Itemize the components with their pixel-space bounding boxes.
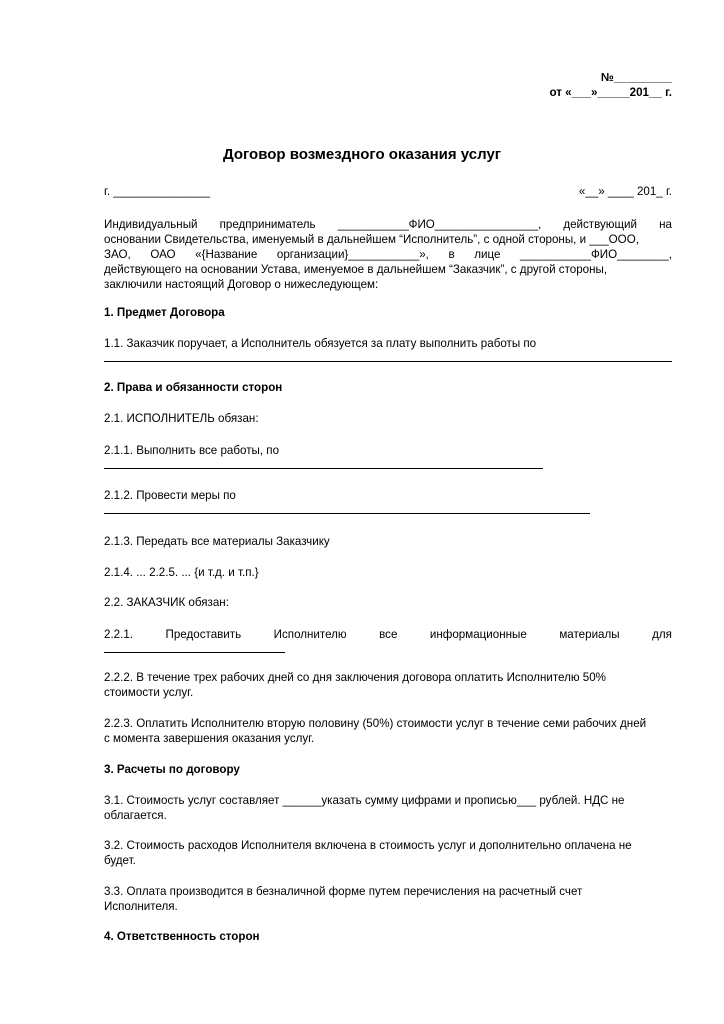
- place-date-row: [104, 184, 672, 200]
- clause-3-3-line1: 3.3. Оплата производится в безналичной форме путем перечисления на расчетный счет: [104, 885, 583, 898]
- clause-2-2-1: 2.2.1. Предоставить Исполнителю все информационные материалы для: [104, 628, 672, 641]
- clause-2-1-1: 2.1.1. Выполнить все работы, по: [104, 444, 280, 457]
- clause-2-1-3: 2.1.3. Передать все материалы Заказчику: [104, 535, 330, 548]
- blank-line: [104, 468, 543, 469]
- intro-line-1: Индивидуальный предприниматель ___________ФИО________________, действующий на: [104, 218, 672, 231]
- intro-line-4: действующего на основании Устава, именуемое в дальнейшем “Заказчик”, с другой стороны,: [104, 263, 608, 276]
- clause-2-2-2-line1: 2.2.2. В течение трех рабочих дней со дня заключения договора оплатить Исполнителю 50%: [104, 671, 606, 684]
- clause-3-1-line2: облагается.: [104, 809, 167, 822]
- blank-line: [104, 513, 590, 514]
- clause-1-1: 1.1. Заказчик поручает, а Исполнитель обязуется за плату выполнить работы по: [104, 337, 537, 350]
- intro-line-5: заключили настоящий Договор о нижеследующем:: [104, 278, 379, 291]
- clause-3-2-line1: 3.2. Стоимость расходов Исполнителя включена в стоимость услуг и дополнительно оплачена не: [104, 839, 632, 852]
- blank-line: [104, 361, 672, 362]
- clause-2-2-3-line1: 2.2.3. Оплатить Исполнителю вторую половину (50%) стоимости услуг в течение семи рабочих дней: [104, 717, 647, 730]
- contract-date-line: от «___»_____201__ г.: [549, 86, 672, 99]
- clause-2-1: 2.1. ИСПОЛНИТЕЛЬ обязан:: [104, 412, 259, 425]
- section-2-heading: 2. Права и обязанности сторон: [104, 381, 283, 394]
- date-field: «__» ____ 201_ г.: [578, 185, 672, 198]
- clause-2-2-2-line2: стоимости услуг.: [104, 686, 194, 699]
- document-title: Договор возмездного оказания услуг: [222, 146, 502, 163]
- clause-2-2-3-line2: с момента завершения оказания услуг.: [104, 732, 315, 745]
- intro-line-2: основании Свидетельства, именуемый в дальнейшем “Исполнитель”, с одной стороны, и ___ООО,: [104, 233, 639, 246]
- clause-3-1-line1: 3.1. Стоимость услуг составляет ______указать сумму цифрами и прописью___ рублей. НДС не: [104, 794, 625, 807]
- clause-3-2-line2: будет.: [104, 854, 136, 867]
- clause-2-1-2: 2.1.2. Провести меры по: [104, 489, 236, 502]
- section-1-heading: 1. Предмет Договора: [104, 306, 225, 319]
- contract-number: №_________: [601, 71, 672, 84]
- clause-2-1-4: 2.1.4. ... 2.2.5. ... {и т.д. и т.п.}: [104, 566, 259, 579]
- clause-2-2: 2.2. ЗАКАЗЧИК обязан:: [104, 596, 229, 609]
- section-3-heading: 3. Расчеты по договору: [104, 763, 240, 776]
- intro-line-3: ЗАО, ОАО «{Название организации}___________», в лице ___________ФИО________,: [104, 248, 672, 261]
- section-4-heading: 4. Ответственность сторон: [104, 930, 260, 943]
- clause-3-3-line2: Исполнителя.: [104, 900, 178, 913]
- city-field: г. _______________: [104, 185, 210, 198]
- blank-line: [104, 652, 285, 653]
